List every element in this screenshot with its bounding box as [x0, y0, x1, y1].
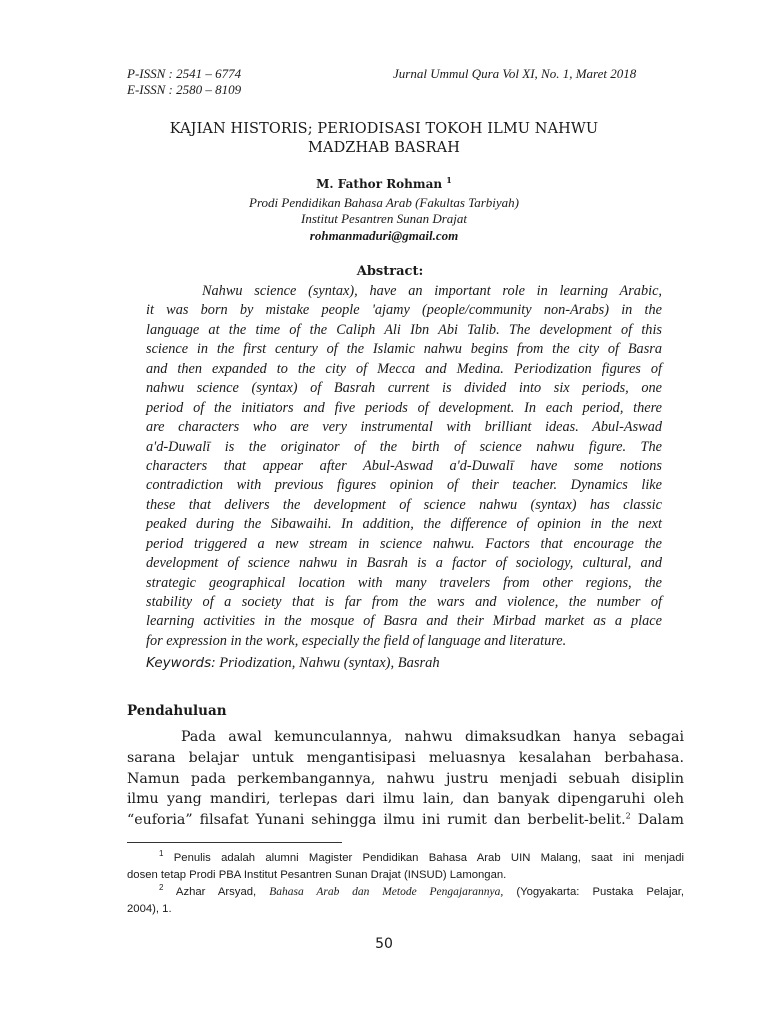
abstract-line: language at the time of the Caliph Ali Ibn Abi Talib. The development of this [146, 321, 662, 338]
abstract-line: stability of a society that is far from the wars and violence, the number of [146, 594, 662, 610]
abstract-line: peaked during the Sibawaihi. In addition, the difference of opinion in the next [146, 516, 662, 533]
footnote-1-line-2: dosen tetap Prodi PBA Institut Pesantren Sunan Drajat (INSUD) Lamongan. [127, 869, 507, 881]
body-line [127, 810, 684, 831]
footnote-ref-2: 2 [625, 811, 631, 821]
section-body [127, 727, 684, 831]
abstract-line: strategic geographical location with many travelers from other regions, the [146, 574, 662, 591]
abstract-body [146, 282, 662, 651]
abstract-line: these that delivers the development of science nahwu (syntax) has classic [146, 496, 662, 513]
abstract-line: a'd-Duwalī is the originator of the birth of science nahwu figure. The [146, 438, 662, 455]
abstract-line: characters that appear after Abul-Aswad a'd-Duwalī have some notions [146, 457, 662, 474]
footnote-2-rest: (Yogyakarta: Pustaka Pelajar, [516, 886, 685, 898]
author-footnote-mark: 1 [446, 175, 452, 185]
footnote-2-mark: 2 [159, 883, 164, 893]
body-line: Pada awal kemunculannya, nahwu dimaksudkan hanya sebagai [181, 729, 684, 745]
author-email: rohmanmaduri@gmail.com [309, 228, 459, 243]
affiliation-line-1: Prodi Pendidikan Bahasa Arab (Fakultas Tarbiyah) [249, 195, 519, 210]
article-title-line-2: MADZHAB BASRAH [308, 140, 460, 156]
abstract-line: nahwu science (syntax) of Basrah current is divided into six periods, one [146, 380, 662, 397]
footnote-1-mark: 1 [159, 849, 164, 859]
keywords [146, 655, 440, 672]
journal-info: Jurnal Ummul Qura Vol XI, No. 1, Maret 2018 [393, 66, 637, 81]
footnote-2-line-1 [127, 884, 684, 901]
abstract-heading: Abstract: [356, 264, 424, 279]
body-line-text: “euforia” filsafat Yunani sehingga ilmu ini rumit dan berbelit-belit. [127, 812, 626, 829]
abstract-line: period of the initiators and five periods of development. In each period, there [146, 399, 662, 416]
author-name: M. Fathor Rohman [316, 177, 443, 191]
affiliation-line-2: Institut Pesantren Sunan Drajat [301, 211, 467, 226]
abstract-line: and then expanded to the city of Mecca and Medina. Periodization figures of [146, 360, 662, 377]
footnote-2-author: Azhar Arsyad, [175, 886, 257, 898]
keywords-value: Priodization, Nahwu (syntax), Basrah [219, 655, 440, 671]
eissn: E-ISSN : 2580 – 8109 [127, 82, 242, 97]
abstract-line: it was born by mistake people 'ajamy (people/community non-Arabs) in the [146, 302, 662, 319]
article-title-line-1: KAJIAN HISTORIS; PERIODISASI TOKOH ILMU NAHWU [169, 121, 599, 137]
abstract-line: period triggered a new stream in science nahwu. Factors that encourage the [146, 535, 662, 552]
body-line: sarana belajar untuk mengantisipasi meluasnya kesalahan berbahasa. [127, 749, 684, 766]
author-block [0, 177, 768, 191]
abstract-line: learning activities in the mosque of Basra and their Mirbad market as a place [146, 613, 662, 630]
abstract-line: for expression in the work, especially the field of language and literature. [146, 632, 567, 649]
footnote-1-text: Penulis adalah alumni Magister Pendidikan Bahasa Arab UIN Malang, saat ini menjadi [173, 852, 684, 864]
abstract-line: contradiction with previous figures opinion of their teacher. Dynamics like [146, 477, 662, 494]
section-heading: Pendahuluan [127, 703, 227, 719]
abstract-line: Nahwu science (syntax), have an important role in learning Arabic, [202, 283, 662, 299]
footnote-2-line-2: 2004), 1. [127, 903, 172, 915]
footnote-2-title: Bahasa Arab dan Metode Pengajarannya, [269, 886, 504, 898]
pissn: P-ISSN : 2541 – 6774 [127, 66, 242, 81]
body-line: Namun pada perkembangannya, nahwu justru menjadi sebuah disiplin [127, 770, 684, 787]
abstract-line: science in the first century of the Islamic nahwu begins from the city of Basra [146, 341, 662, 358]
footnotes [127, 850, 684, 918]
footnote-divider [127, 842, 342, 843]
footnote-1-line-1 [127, 850, 684, 867]
abstract-line: development of science nahwu in Basrah is a factor of sociology, cultural, and [146, 555, 662, 572]
page-number: 50 [375, 936, 393, 952]
abstract-line: are characters who are very instrumental with brilliant ideas. Abul-Aswad [146, 419, 662, 436]
body-line: ilmu yang mandiri, terlepas dari ilmu lain, dan banyak dipengaruhi oleh [127, 791, 684, 808]
keywords-label: Keywords: [146, 655, 216, 671]
body-line-tail: Dalam [637, 812, 684, 829]
